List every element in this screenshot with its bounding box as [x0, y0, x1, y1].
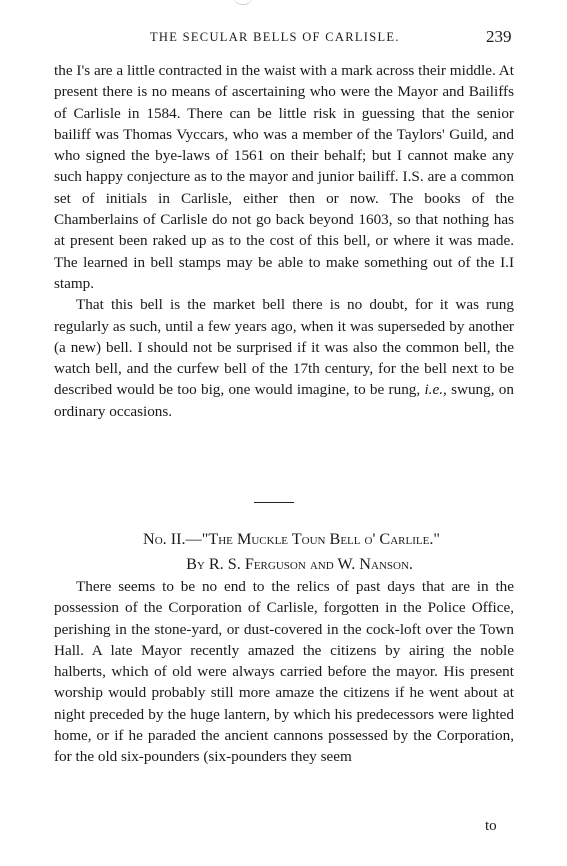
bell-description-text	[54, 60, 514, 422]
section-separator-rule	[254, 502, 294, 503]
text-run: That this bell is the market bell there is no doubt, for it was rung regularly as such, until a few years ago, when it was superseded by another (a new) bell. I should not be surprised if it was also the common bell, the watch bell, and the curfew bell of the 17th century, for the bell next to be described would be too big, one would imagine, to be rung,	[54, 296, 514, 399]
page-number: 239	[486, 27, 512, 46]
paragraph: the I's are a little contracted in the waist with a mark across their middle. At present there is no means of ascertaining who were the Mayor and Bailiffs of Carlisle in 1584. There can be little risk in guessing that the senior bailiff was Thomas Vyccars, who was a member of the Taylors' Guild, and who signed the bye-laws of 1561 on their behalf; but I cannot make any such happy conjecture as to the mayor and junior bailiff. I.S. are a common set of initials in Carlisle, either then or now. The books of the Chamberlains of Carlisle do not go back beyond 1603, so that nothing has at present been raked up as to the cost of this bell, or where it was made. The learned in bell stamps may be able to make something out of the I.I stamp.	[54, 62, 514, 292]
article-body	[54, 576, 514, 768]
page-edge-mark	[232, 0, 254, 5]
paragraph: There seems to be no end to the relics of past days that are in the possession of the Corporation of Carlisle, forgotten in the Police Office, perishing in the stone-yard, or dust-covered in the cock-loft over the Town Hall. A late Mayor recently amazed the citizens by airing the noble halberts, which of old were always carried before the mayor. His present worship would probably still more amaze the citizens if he went about at night preceded by the huge lantern, by which his predecessors were lighted home, or if he paraded the ancient cannons possessed by the Corporation, for the old six-pounders (six-pounders they seem	[54, 578, 514, 766]
running-head	[0, 27, 567, 50]
paragraph	[54, 294, 514, 422]
article-byline: By R. S. Ferguson and W. Nanson.	[186, 555, 413, 573]
catchword: to	[485, 818, 497, 834]
running-title: THE SECULAR BELLS OF CARLISLE.	[150, 30, 400, 44]
article-heading: No. II.—"The Muckle Toun Bell o' Carlile."	[143, 530, 440, 548]
italic-abbreviation: i.e.	[424, 381, 444, 399]
text-run: , swung, on ordinary occasions.	[54, 381, 514, 420]
